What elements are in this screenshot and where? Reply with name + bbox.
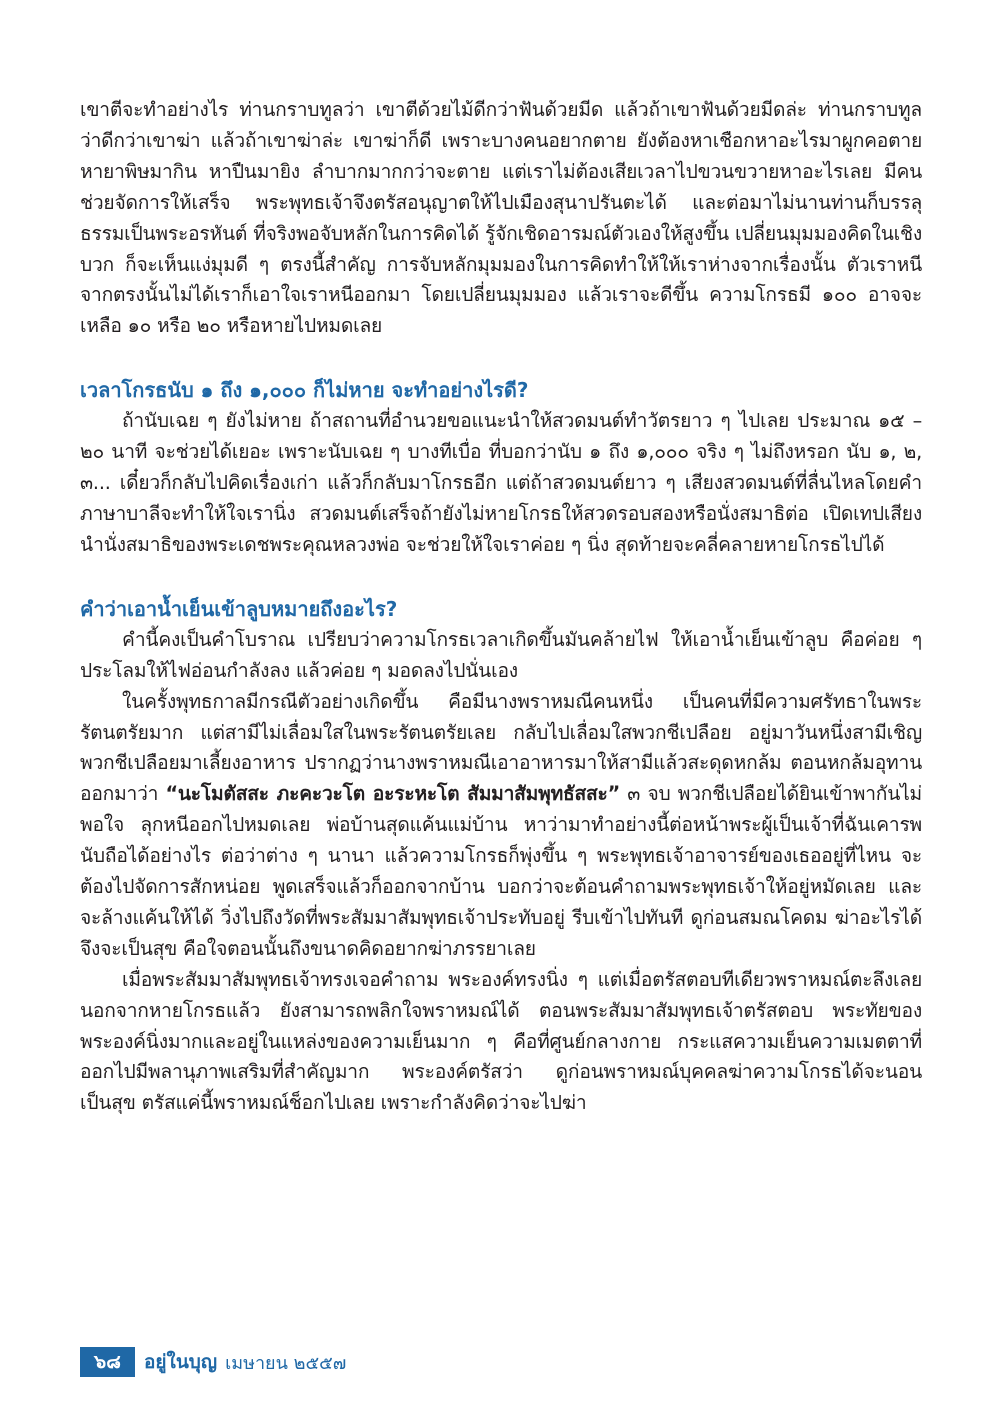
section1-paragraph: ถ้านับเฉย ๆ ยังไม่หาย ถ้าสถานที่อำนวยขอแนะนำให้สวดมนต์ทำวัตรยาว ๆ ไปเลย ประมาณ ๑๕ – ๒๐ นาที จะช่วยได้เยอะ เพราะนับเฉย ๆ บางทีเบื่อ ที่บอกว่านับ ๑ ถึง ๑,๐๐๐ จริง ๆ ไม่ถึงหรอก นับ ๑, ๒, ๓... เดี๋ยวก็กลับไปคิดเรื่องเก่า แล้วก็กลับมาโกรธอีก แต่ถ้าสวดมนต์ยาว ๆ เสียงสวดมนต์ที่ลื่นไหลโดยคำภาษาบาลีจะทำให้ใจเรานิ่ง สวดมนต์เสร็จถ้ายังไม่หายโกรธให้สวดรอบสองหรือนั่งสมาธิต่อ เปิดเทปเสียงนำนั่งสมาธิของพระเดชพระคุณหลวงพ่อ จะช่วยให้ใจเราค่อย ๆ นิ่ง สุดท้ายจะคลี่คลายหายโกรธไปได้ [80,409,922,556]
paragraph-text: ในครั้งพุทธกาลมีกรณีตัวอย่างเกิดขึ้น คือมีนางพราหมณีคนหนึ่ง เป็นคนที่มีความศรัทธาในพระรัตนตรัยมาก แต่สามีไม่เลื่อมใสในพระรัตนตรัยเลย กลับไปเลื่อมใสพวกชีเปลือย อยู่มาวันหนึ่งสามีเชิญพวกชีเปลือยมาเลี้ยงอาหาร ปรากฏว่านางพราหมณีเอาอาหารมาให้สามีแล้วสะดุดหกล้ม ตอนหกล้มอุทานออกมาว่า [80,689,922,806]
paragraph-text: ๓ จบ พวกชีเปลือยได้ยินเข้าพากันไม่พอใจ ลุกหนีออกไปหมดเลย พ่อบ้านสุดแค้นแม่บ้าน หาว่ามาทำอย่างนี้ต่อหน้าพระผู้เป็นเจ้าที่ฉันเคารพนับถือได้อย่างไร ต่อว่าต่าง ๆ นานา แล้วความโกรธก็พุ่งขึ้น ๆ พระพุทธเจ้าอาจารย์ของเธออยู่ที่ไหน จะต้องไปจัดการสักหน่อย พูดเสร็จแล้วก็ออกจากบ้าน บอกว่าจะต้อนคำถามพระพุทธเจ้าให้อยู่หมัดเลย และจะล้างแค้นให้ได้ วิ่งไปถึงวัดที่พระสัมมาสัมพุทธเจ้าประทับอยู่ รีบเข้าไปทันที ดูก่อนสมณโคดม ฆ่าอะไรได้จึงจะเป็นสุข คือใจตอนนั้นถึงขนาดคิดอยากฆ่าภรรยาเลย [80,782,923,960]
section-heading-cool-water: คำว่าเอาน้ำเย็นเข้าลูบหมายถึงอะไร? [80,596,398,621]
section2-paragraph-2 [80,687,922,965]
section-heading-count-to-thousand: เวลาโกรธนับ ๑ ถึง ๑,๐๐๐ ก็ไม่หาย จะทำอย่างไรดี? [80,378,529,403]
bold-quote-namo: “นะโมตัสสะ ภะคะวะโต อะระหะโต สัมมาสัมพุทธัสสะ” [165,782,621,806]
section2-paragraph-3: เมื่อพระสัมมาสัมพุทธเจ้าทรงเจอคำถาม พระองค์ทรงนิ่ง ๆ แต่เมื่อตรัสตอบทีเดียวพราหมณ์ตะลึงเลย นอกจากหายโกรธแล้ว ยังสามารถพลิกใจพราหมณ์ได้ ตอนพระสัมมาสัมพุทธเจ้าตรัสตอบ พระทัยของพระองค์นิ่งมากและอยู่ในแหล่งของความเย็นมาก ๆ คือที่ศูนย์กลางกาย กระแสความเย็นความเมตตาที่ออกไปมีพลานุภาพเสริมที่สำคัญมาก พระองค์ตรัสว่า ดูก่อนพราหมณ์บุคคลฆ่าความโกรธได้จะนอนเป็นสุข ตรัสแค่นี้พราหมณ์ช็อกไปเลย เพราะกำลังคิดว่าจะไปฆ่า [80,967,922,1115]
magazine-name: อยู่ในบุญ [144,1351,218,1373]
section2-paragraph-1: คำนี้คงเป็นคำโบราณ เปรียบว่าความโกรธเวลาเกิดขึ้นมันคล้ายไฟ ให้เอาน้ำเย็นเข้าลูบ คือค่อย ๆ ประโลมให้ไฟอ่อนกำลังลง แล้วค่อย ๆ มอดลงไปนั่นเอง [80,627,922,682]
issue-date: เมษายน ๒๕๕๗ [225,1352,347,1374]
page-footer [80,1347,346,1377]
intro-paragraph: เขาตีจะทำอย่างไร ท่านกราบทูลว่า เขาตีด้วยไม้ดีกว่าฟันด้วยมีด แล้วถ้าเขาฟันด้วยมีดล่ะ ท่านกราบทูลว่าดีกว่าเขาฆ่า แล้วถ้าเขาฆ่าล่ะ เขาฆ่าก็ดี เพราะบางคนอยากตาย ยังต้องหาเชือกหาอะไรมาผูกคอตาย หายาพิษมากิน หาปืนมายิง ลำบากมากกว่าจะตาย แต่เราไม่ต้องเสียเวลาไปขวนขวายหาอะไรเลย มีคนช่วยจัดการให้เสร็จ พระพุทธเจ้าจึงตรัสอนุญาตให้ไปเมืองสุนาปรันตะได้ และต่อมาไม่นานท่านก็บรรลุธรรมเป็นพระอรหันต์ ที่จริงพอจับหลักในการคิดได้ รู้จักเชิดอารมณ์ตัวเองให้สูงขึ้น เปลี่ยนมุมมองคิดในเชิงบวก ก็จะเห็นแง่มุมดี ๆ ตรงนี้สำคัญ การจับหลักมุมมองในการคิดทำให้ให้เราห่างจากเรื่องนั้น ตัวเราหนีจากตรงนั้นไม่ได้เราก็เอาใจเราหนีออกมา โดยเปลี่ยนมุมมอง แล้วเราจะดีขึ้น ความโกรธมี ๑๐๐ อาจจะเหลือ ๑๐ หรือ ๒๐ หรือหายไปหมดเลย [80,98,922,338]
article-body [80,95,922,1119]
page-number: ๖๘ [80,1347,135,1377]
